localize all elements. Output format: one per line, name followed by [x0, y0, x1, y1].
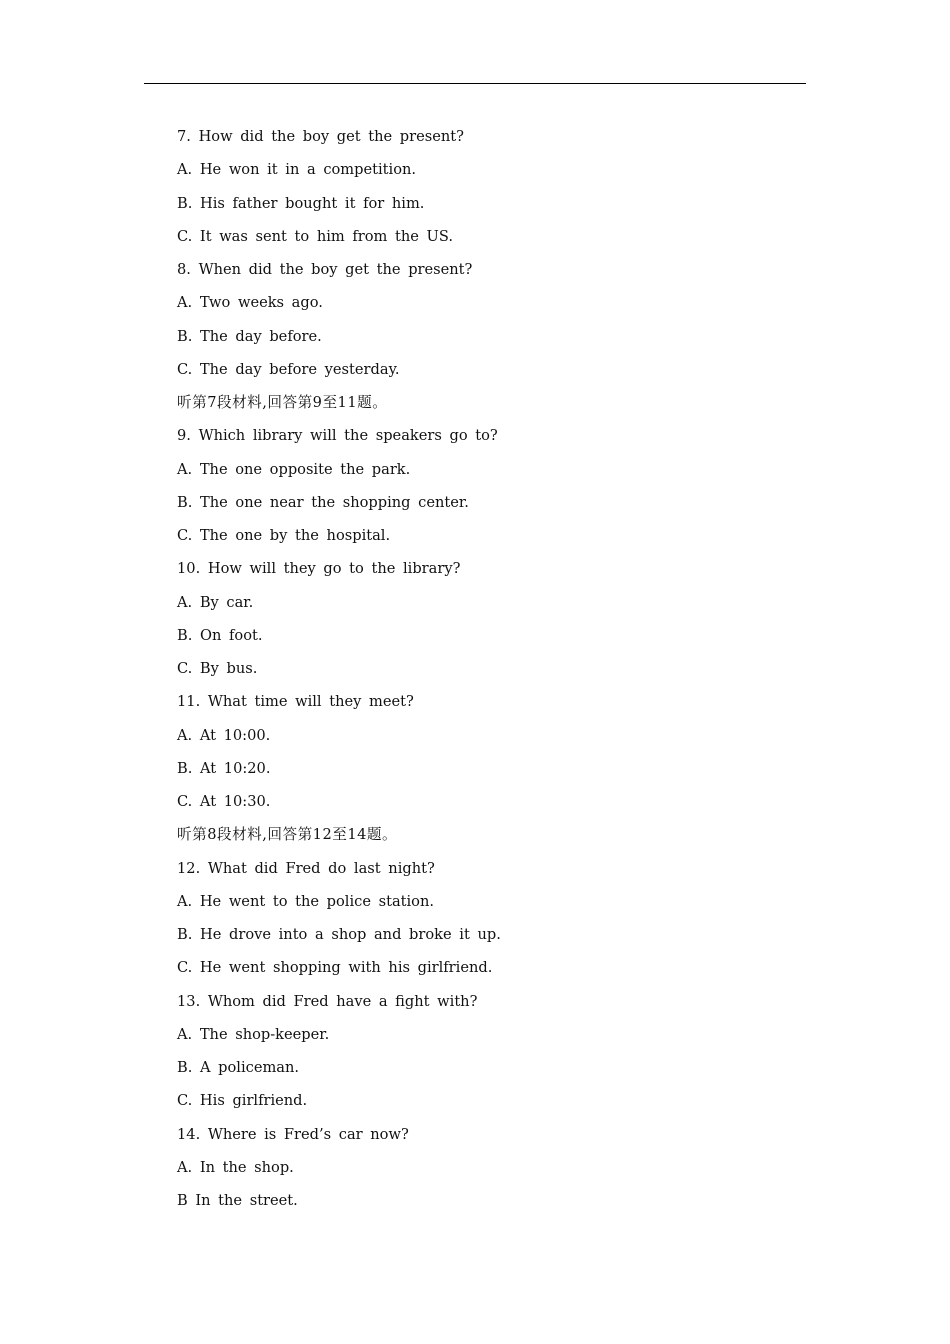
question-text: 8. When did the boy get the present? [177, 261, 473, 278]
answer-option: B. He drove into a shop and broke it up. [177, 926, 501, 943]
question-text: 12. What did Fred do last night? [177, 859, 435, 877]
question-list [177, 126, 797, 1223]
header-rule [144, 83, 806, 84]
answer-option: A. He won it in a competition. [177, 161, 417, 179]
answer-option: C. His girlfriend. [177, 1092, 308, 1110]
answer-option: A. At 10:00. [177, 726, 271, 744]
question-text: 13. Whom did Fred have a fight with? [177, 992, 478, 1010]
answer-option: B. On foot. [177, 626, 263, 644]
answer-option: B. His father bought it for him. [177, 194, 425, 212]
answer-option: A. He went to the police station. [177, 892, 435, 910]
section-instruction: 听第7段材料,回答第9至11题。 [177, 394, 388, 411]
answer-option: A. In the shop. [177, 1158, 294, 1176]
answer-option: B. At 10:20. [177, 759, 271, 777]
answer-option: C. The day before yesterday. [177, 360, 400, 378]
answer-option: A. The one opposite the park. [177, 460, 411, 478]
answer-option: B In the street. [177, 1192, 298, 1209]
section-instruction: 听第8段材料,回答第12至14题。 [177, 826, 398, 844]
answer-option: B. A policeman. [177, 1059, 300, 1076]
answer-option: A. Two weeks ago. [177, 294, 323, 312]
answer-option: A. By car. [177, 593, 254, 611]
answer-option: C. He went shopping with his girlfriend. [177, 959, 493, 977]
question-text: 10. How will they go to the library? [177, 560, 461, 578]
answer-option: A. The shop-keeper. [177, 1025, 330, 1043]
answer-option: B. The day before. [177, 327, 322, 345]
question-text: 11. What time will they meet? [177, 693, 414, 711]
answer-option: C. At 10:30. [177, 793, 271, 810]
answer-option: C. It was sent to him from the US. [177, 227, 453, 245]
question-text: 7. How did the boy get the present? [177, 128, 464, 145]
answer-option: C. By bus. [177, 660, 258, 677]
answer-option: B. The one near the shopping center. [177, 493, 469, 511]
answer-option: C. The one by the hospital. [177, 527, 391, 544]
question-text: 9. Which library will the speakers go to? [177, 427, 498, 445]
question-text: 14. Where is Fred’s car now? [177, 1125, 409, 1143]
